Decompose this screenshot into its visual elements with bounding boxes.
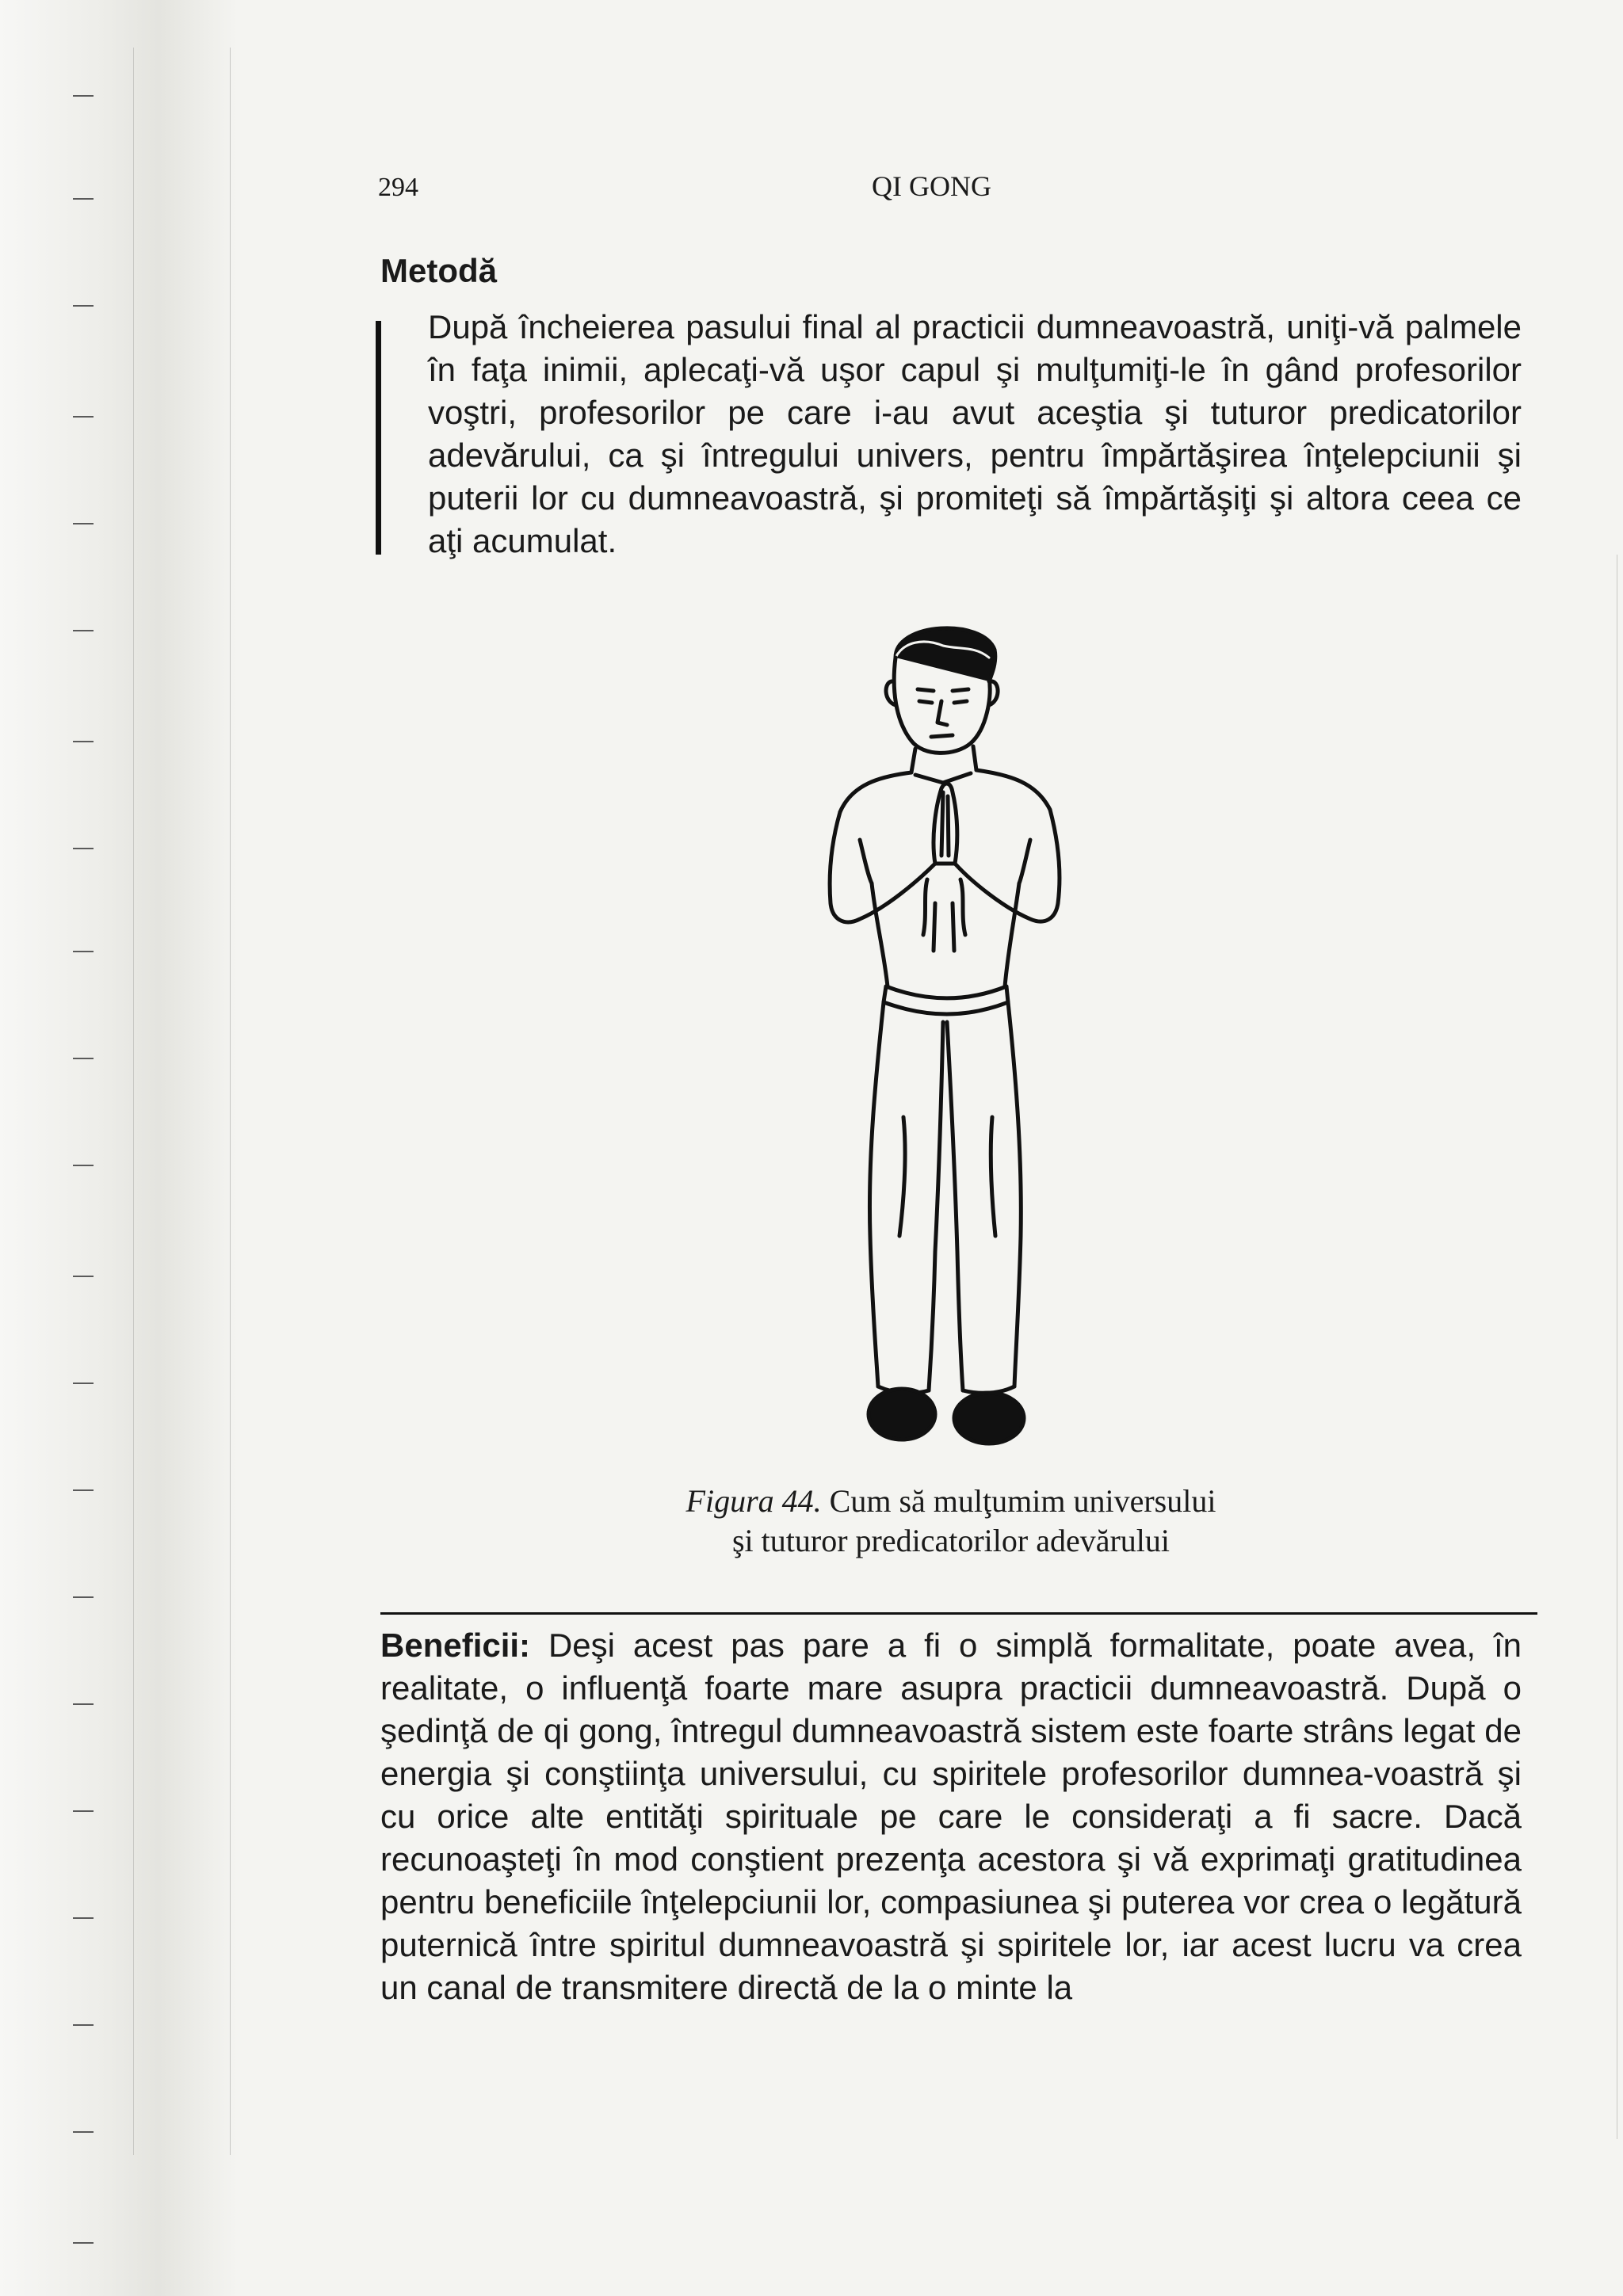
benefits-text: Deşi acest pas pare a fi o simplă formalitate, poate avea, în realitate, o influenţă foarte mare asupra practicii dumneavoastră. După o şedinţă de qi gong, întregul dumneavoastră sistem este foarte strâns legat de energia şi conştiinţa universului, cu spiritele profesorilor dumnea-voastră şi cu orice alte entităţi spirituale pe care le consideraţi a fi sacre. Dacă recunoaşteţi în mod conştient prezenţa acestora şi vă exprimaţi gratitudinea pentru beneficiile înţelepciunii lor, compasiunea şi puterea vor crea o legătură puternică între spiritul dumneavoastră şi spiritele lor, iar acest lucru va crea un canal de transmitere directă de la o minte la — [380, 1627, 1522, 2006]
caption-text-1: Cum să mulţumim universului — [829, 1483, 1216, 1519]
method-sidebar-bar — [376, 321, 381, 555]
section-divider — [380, 1612, 1537, 1615]
section-heading-method: Metodă — [380, 252, 497, 289]
figure-label: Figura 44. — [685, 1483, 822, 1519]
figure-illustration — [785, 602, 1102, 1458]
page-number: 294 — [378, 173, 418, 202]
caption-line-1 — [555, 1482, 1347, 1521]
standing-figure-palms-together-illustration — [785, 602, 1102, 1458]
running-title: QI GONG — [872, 170, 991, 202]
method-paragraph: După încheierea pasului final al practicii dumneavoastră, uniţi-vă palmele în faţa inimii, aplecaţi-vă uşor capul şi mulţumiţi-le în gând profesorilor voştri, profesorilor pe care i-au avut aceştia şi tuturor predicatorilor adevărului, ca şi întregului univers, pentru împărtăşirea înţelepciunii şi puterii lor cu dumneavoastră, şi promiteţi să împărtăşiţi şi altora ceea ce aţi acumulat. — [428, 308, 1522, 559]
benefits-label: Beneficii: — [380, 1627, 531, 1664]
scan-line — [230, 48, 231, 2155]
benefits-paragraph — [380, 1624, 1522, 2009]
figure-caption — [555, 1482, 1347, 1561]
scan-line — [133, 48, 134, 2155]
scan-margin-shadow — [0, 0, 238, 2296]
caption-line-2: şi tuturor predicatorilor adevărului — [731, 1523, 1170, 1558]
